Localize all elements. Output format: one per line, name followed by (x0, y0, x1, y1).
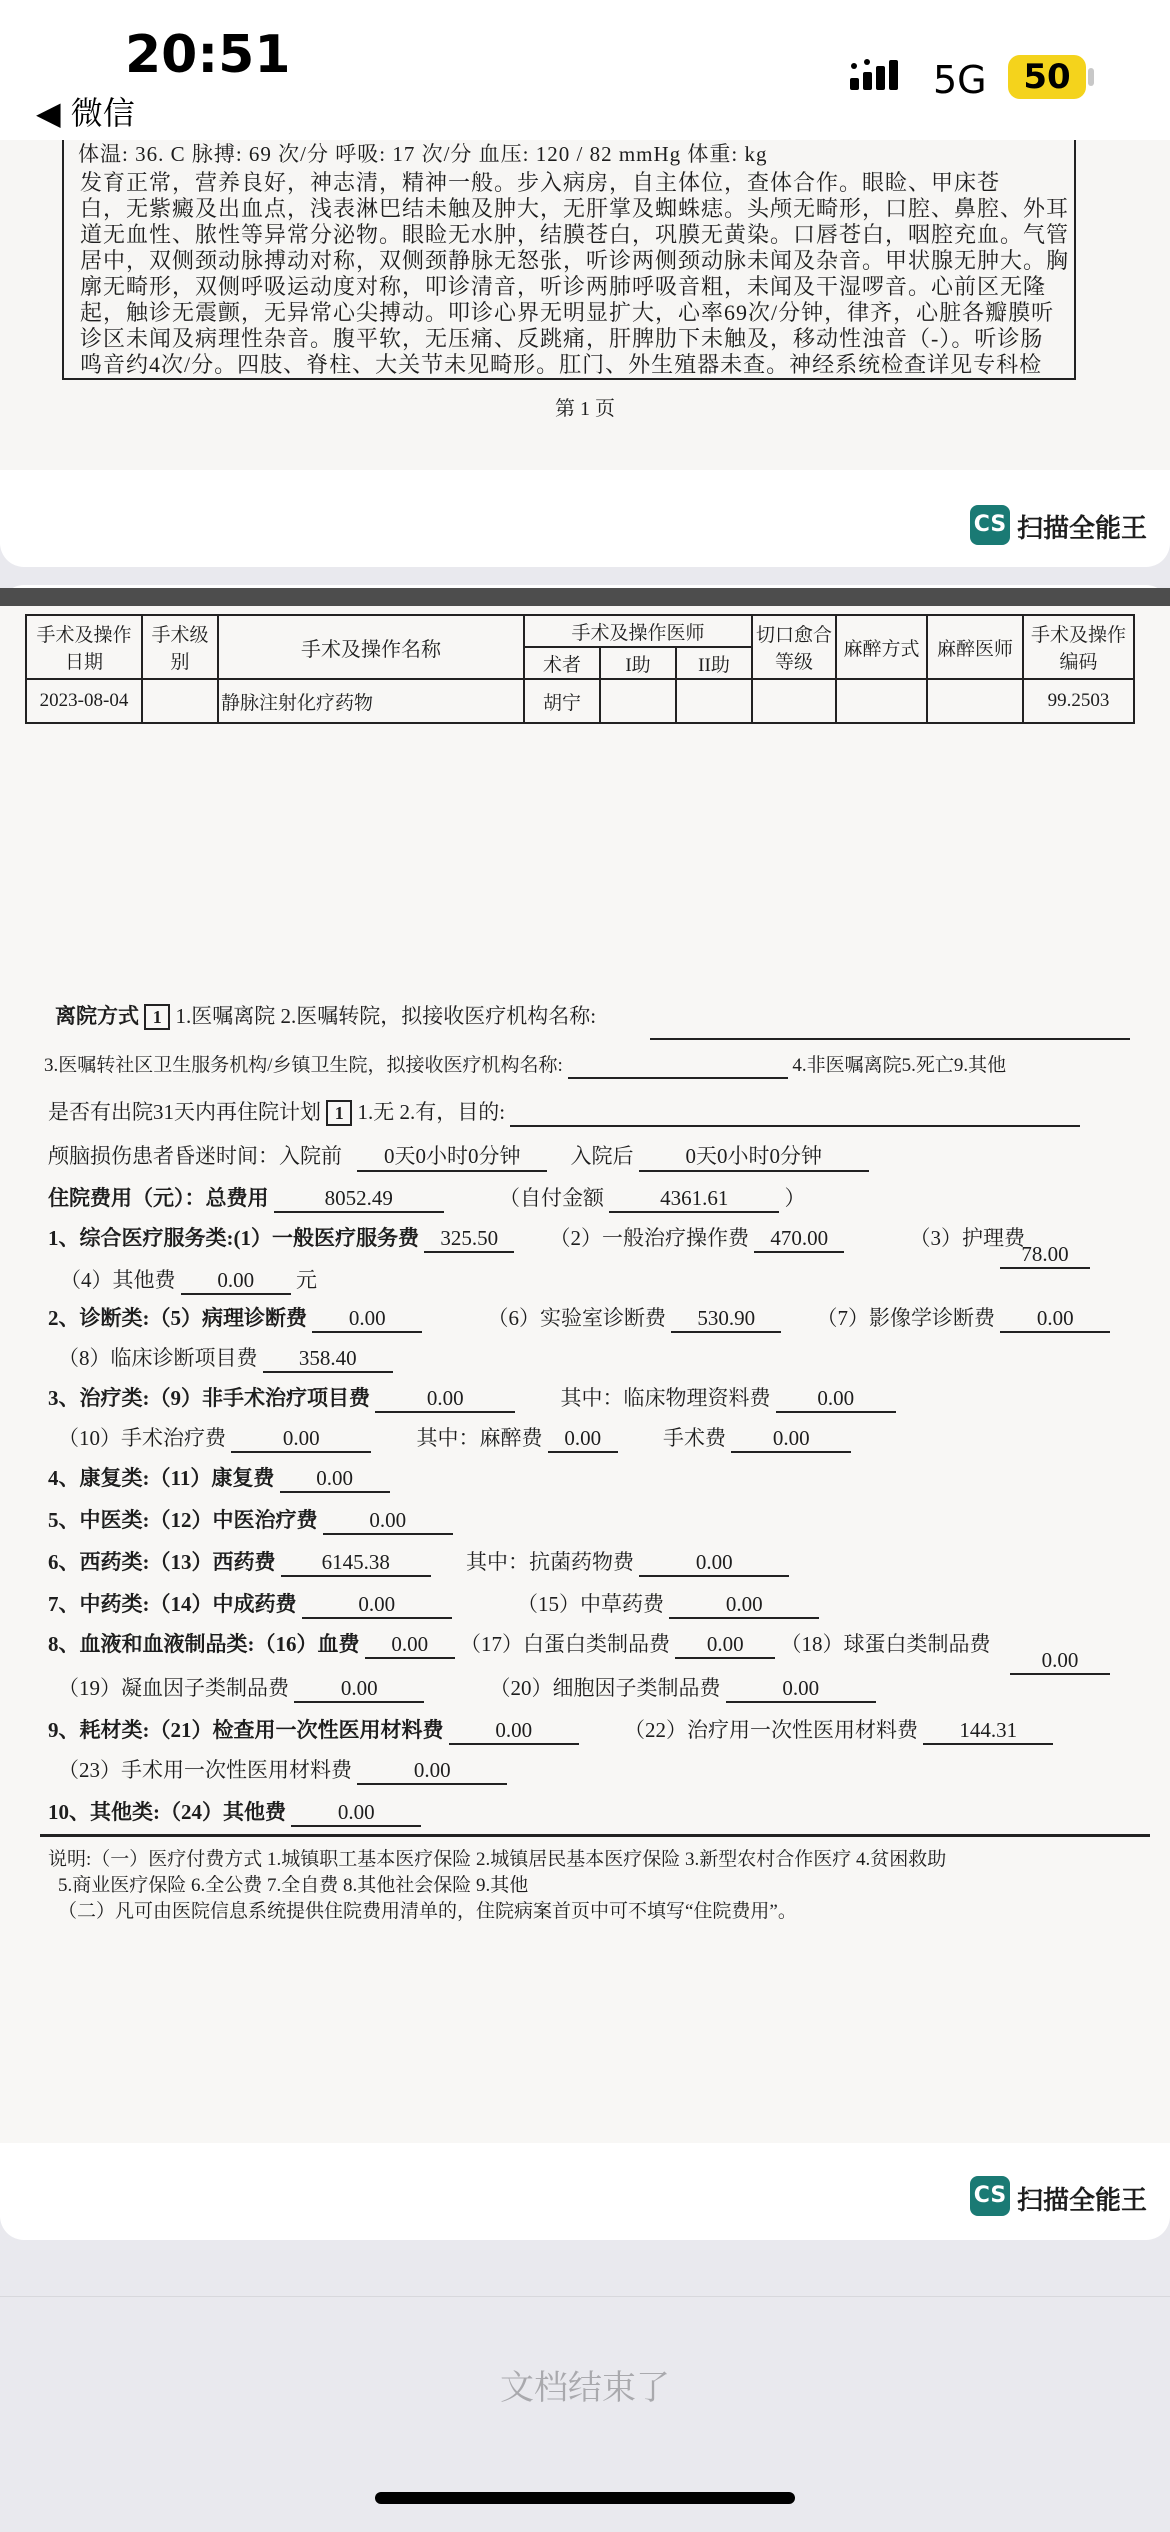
cat2-label: 2、诊断类:（5）病理诊断费 (48, 1306, 307, 1330)
th-doctor: 手术及操作医师 (524, 615, 752, 647)
cell-level (142, 679, 218, 723)
cat8-l20: （20）细胞因子类制品费 (489, 1676, 721, 1700)
readmit-row (48, 1096, 1080, 1127)
th-date: 手术及操作日期 (26, 615, 142, 679)
cat2-v6: 530.90 (671, 1306, 781, 1333)
cat8-l17: （17）白蛋白类制品费 (460, 1632, 670, 1656)
cost-cat4-row (48, 1462, 390, 1493)
cell-date: 2023-08-04 (26, 679, 142, 723)
cell-assist1 (600, 679, 676, 723)
cat3-v10b: 0.00 (731, 1426, 851, 1453)
note-line: （二）凡可由医院信息系统提供住院费用清单的，住院病案首页中可不填写“住院费用”。 (58, 1901, 797, 1922)
cost-cat1-row (48, 1222, 1025, 1253)
cat3-l10a: 其中：麻醉费 (416, 1426, 543, 1450)
section-divider (40, 1834, 1150, 1837)
home-indicator[interactable] (375, 2492, 795, 2504)
th-level: 手术级别 (142, 615, 218, 679)
cat3-l10: （10）手术治疗费 (58, 1426, 226, 1450)
cat3-l9a: 其中：临床物理资料费 (560, 1386, 771, 1410)
status-time: 20:51 (125, 25, 291, 85)
cat1-l4: （4）其他费 (60, 1268, 176, 1292)
exam-line: 道无血性、脓性等异常分泌物。眼睑无水肿，结膜苍白，巩膜无黄染。口唇苍白，咽腔充血。气管 (80, 222, 1070, 247)
exam-line: 白，无紫癜及出血点，浅表淋巴结未触及肿大，无肝掌及蜘蛛痣。头颅无畸形，口腔、鼻腔、外耳 (80, 196, 1070, 221)
discharge-mode-box: 1 (144, 1004, 170, 1030)
cat7-label: 7、中药类:（14）中成药费 (48, 1592, 297, 1616)
camscanner-brand: 扫描全能王 (1017, 514, 1148, 544)
cat3-v9a: 0.00 (776, 1386, 896, 1413)
cost-cat7-row (48, 1588, 819, 1619)
camscanner-logo: CS (970, 2176, 1010, 2216)
cat7-l15: （15）中草药费 (517, 1592, 664, 1616)
cat1-label: 1、综合医疗服务类:(1）一般医疗服务费 (48, 1226, 419, 1250)
document-end-note: 文档结束了 (500, 2368, 670, 2408)
scan-page-1-image (0, 140, 1170, 470)
cost-cat3-row (48, 1382, 896, 1413)
cat3-v10a: 0.00 (548, 1426, 618, 1453)
cell-code: 99.2503 (1023, 679, 1134, 723)
discharge-mode-label: 离院方式 (55, 1004, 139, 1028)
cell-anesthesia (836, 679, 927, 723)
cat2-l7: （7）影像学诊断费 (816, 1306, 995, 1330)
exam-text-box (62, 140, 1076, 380)
cat9-l23: （23）手术用一次性医用材料费 (58, 1758, 352, 1782)
cell-name: 静脉注射化疗药物 (218, 679, 524, 723)
cat1-v3-wrap (1000, 1242, 1090, 1269)
cost-cat10-row (48, 1796, 421, 1827)
cat2-l8: （8）临床诊断项目费 (58, 1346, 258, 1370)
cell-incision (752, 679, 836, 723)
blank-line (650, 1038, 1130, 1040)
cat6-v: 6145.38 (281, 1550, 431, 1577)
cost-self-value: 4361.61 (609, 1186, 779, 1213)
th-incision: 切口愈合等级 (752, 615, 836, 679)
cat8-v16: 0.00 (365, 1632, 455, 1659)
blank-line (568, 1055, 788, 1079)
cost-total-value: 8052.49 (274, 1186, 444, 1213)
cost-cat2-row (48, 1302, 1110, 1333)
cost-cat5-row (48, 1504, 453, 1535)
cat8-l18: （18）球蛋白类制品费 (780, 1632, 991, 1656)
exam-line: 居中，双侧颈动脉搏动对称，双侧颈静脉无怒张，听诊两侧颈动脉未闻及杂音。甲状腺无肿大。胸 (80, 248, 1070, 273)
cat1-l2: （2）一般治疗操作费 (549, 1226, 749, 1250)
cat7-v14: 0.00 (302, 1592, 452, 1619)
cat2-v8: 358.40 (263, 1346, 393, 1373)
page-number: 第 1 页 (555, 398, 615, 420)
cat1-l3: （3）护理费 (909, 1226, 1025, 1250)
cost-cat8-row (48, 1628, 991, 1659)
cat2-v5: 0.00 (312, 1306, 422, 1333)
cost-total-label: 住院费用（元）：总费用 (48, 1186, 269, 1210)
cat6-label: 6、西药类:（13）西药费 (48, 1550, 276, 1574)
cost-cat3-row2 (58, 1422, 851, 1453)
status-bar (0, 0, 1170, 140)
cat1-v4: 0.00 (181, 1268, 291, 1295)
battery-icon: 50 (1008, 55, 1086, 99)
cell-assist2 (676, 679, 752, 723)
cat2-l6: （6）实验室诊断费 (487, 1306, 666, 1330)
discharge-mode-opt1: 1.医嘱离院 2.医嘱转院，拟接收医疗机构名称: (175, 1004, 597, 1028)
cat3-label: 3、治疗类:（9）非手术治疗项目费 (48, 1386, 370, 1410)
discharge-mode-opt2: 3.医嘱转社区卫生服务机构/乡镇卫生院，拟接收医疗机构名称: (44, 1055, 563, 1076)
cat5-v: 0.00 (323, 1508, 453, 1535)
cost-cat6-row (48, 1546, 789, 1577)
readmit-options: 1.无 2.有，目的: (357, 1100, 506, 1124)
cat9-label: 9、耗材类:（21）检查用一次性医用材料费 (48, 1718, 444, 1742)
cell-surgeon: 胡宁 (524, 679, 600, 723)
cat1-unit: 元 (296, 1268, 317, 1292)
cost-self-close: ） (784, 1186, 806, 1210)
cat3-v10: 0.00 (231, 1426, 371, 1453)
cat9-l22: （22）治疗用一次性医用材料费 (624, 1718, 918, 1742)
cat8-v17: 0.00 (675, 1632, 775, 1659)
cat1-v2: 470.00 (754, 1226, 844, 1253)
cat8-v18: 0.00 (1010, 1648, 1110, 1675)
back-to-wechat-link[interactable]: ◀ 微信 (36, 94, 135, 132)
exam-line: 起，触诊无震颤，无异常心尖搏动。叩诊心界无明显扩大，心率69次/分钟，律齐，心脏各瓣膜听 (80, 300, 1055, 325)
readmit-label: 是否有出院31天内再住院计划 (48, 1100, 321, 1124)
cat3-l10b: 手术费 (663, 1426, 726, 1450)
battery-tip (1088, 68, 1094, 86)
th-name: 手术及操作名称 (218, 615, 524, 679)
cat3-v9: 0.00 (375, 1386, 515, 1413)
coma-row (48, 1140, 869, 1172)
signal-icon (850, 58, 912, 98)
th-surgeon: 术者 (524, 647, 600, 679)
cat5-label: 5、中医类:（12）中医治疗费 (48, 1508, 318, 1532)
discharge-mode-row (55, 1000, 596, 1030)
coma-after-value: 0天0小时0分钟 (639, 1140, 869, 1172)
cat8-v20: 0.00 (726, 1676, 876, 1703)
coma-before-value: 0天0小时0分钟 (357, 1140, 547, 1172)
cat10-label: 10、其他类:（24）其他费 (48, 1800, 286, 1824)
coma-after-label: 入院后 (570, 1144, 634, 1168)
cat1-v3: 78.00 (1000, 1242, 1090, 1269)
coma-label: 颅脑损伤患者昏迷时间：入院前 (48, 1144, 342, 1168)
exam-line: 发育正常，营养良好，神志清，精神一般。步入病房，自主体位，查体合作。眼睑、甲床苍 (80, 170, 1001, 195)
cat9-v23: 0.00 (357, 1758, 507, 1785)
cat4-label: 4、康复类:（11）康复费 (48, 1466, 275, 1490)
readmit-box: 1 (326, 1100, 352, 1126)
cat10-v: 0.00 (291, 1800, 421, 1827)
cost-cat9-row2 (58, 1754, 507, 1785)
divider (0, 2296, 1170, 2297)
th-code: 手术及操作编码 (1023, 615, 1134, 679)
surgery-table (25, 614, 1135, 724)
scan-shadow-edge (0, 588, 1170, 606)
cat2-v7: 0.00 (1000, 1306, 1110, 1333)
th-assist2: II助 (676, 647, 752, 679)
exam-line: 廓无畸形，双侧呼吸运动度对称，叩诊清音，听诊两肺呼吸音粗，未闻及干湿啰音。心前区无隆 (80, 274, 1047, 299)
cost-cat2-row2 (58, 1342, 393, 1373)
cat8-v19: 0.00 (294, 1676, 424, 1703)
cat7-v15: 0.00 (669, 1592, 819, 1619)
vitals-line: 体温: 36. C 脉搏: 69 次/分 呼吸: 17 次/分 血压: 120 / 82 mmHg 体重: kg (78, 142, 768, 166)
exam-line: 鸣音约4次/分。四肢、脊柱、大关节未见畸形。肛门、外生殖器未查。神经系统检查详见专科检 (80, 352, 1043, 377)
network-type: 5G (933, 58, 987, 102)
th-anesthesia: 麻醉方式 (836, 615, 927, 679)
cost-self-label: （自付金额 (499, 1186, 604, 1210)
camscanner-logo: CS (970, 505, 1010, 545)
cat1-v1: 325.50 (424, 1226, 514, 1253)
th-assist1: I助 (600, 647, 676, 679)
discharge-mode-opt3: 4.非医嘱离院5.死亡9.其他 (792, 1055, 1007, 1076)
note-line: 说明:（一）医疗付费方式 1.城镇职工基本医疗保险 2.城镇居民基本医疗保险 3.新型农村合作医疗 4.贫困救助 (48, 1849, 947, 1870)
cat9-v21: 0.00 (449, 1718, 579, 1745)
cat8-l19: （19）凝血因子类制品费 (58, 1676, 289, 1700)
cat8-v18-wrap (1010, 1648, 1110, 1675)
blank-line (510, 1100, 1080, 1127)
exam-line: 诊区未闻及病理性杂音。腹平软，无压痛、反跳痛，肝脾肋下未触及，移动性浊音（-）。听诊肠 (80, 326, 1044, 351)
cat8-label: 8、血液和血液制品类:（16）血费 (48, 1632, 360, 1656)
camscanner-brand: 扫描全能王 (1017, 2186, 1148, 2216)
scan-page-2-image (0, 588, 1170, 2143)
th-anesthetist: 麻醉医师 (927, 615, 1023, 679)
cost-cat8-row2 (58, 1672, 876, 1703)
cost-cat1-row2 (60, 1264, 317, 1295)
cat9-v22: 144.31 (923, 1718, 1053, 1745)
cat6-la: 其中：抗菌药物费 (466, 1550, 634, 1574)
cat6-va: 0.00 (639, 1550, 789, 1577)
cell-anesthetist (927, 679, 1023, 723)
cat4-v: 0.00 (280, 1466, 390, 1493)
note-line: 5.商业医疗保险 6.全公费 7.全自费 8.其他社会保险 9.其他 (58, 1875, 529, 1896)
cost-total-row (48, 1182, 806, 1213)
table-row (26, 679, 1134, 723)
discharge-mode-row2 (44, 1050, 1006, 1079)
cost-cat9-row (48, 1714, 1053, 1745)
